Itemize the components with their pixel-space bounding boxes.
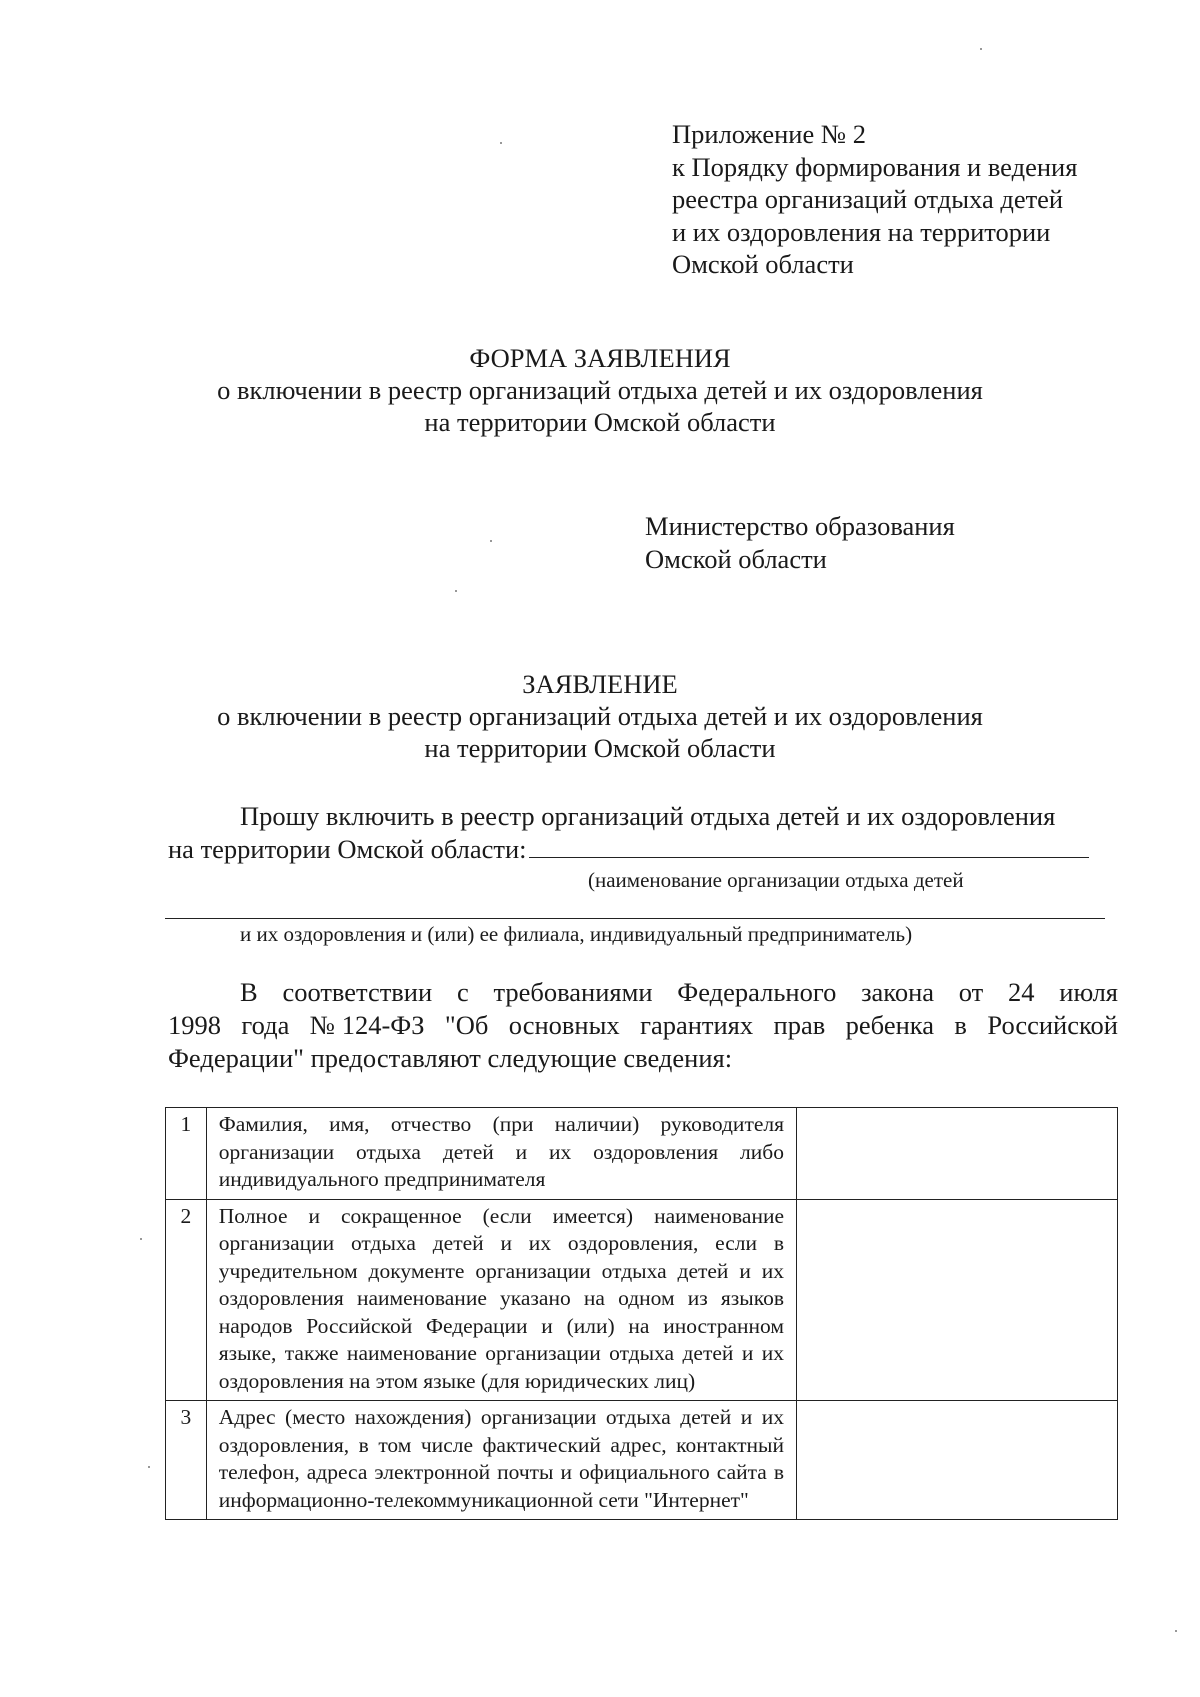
word: гарантиях xyxy=(640,1010,754,1040)
organization-name-blank[interactable] xyxy=(529,835,1089,858)
scan-speck xyxy=(455,590,457,592)
scan-speck xyxy=(1175,1630,1177,1632)
word: ребенка xyxy=(845,1010,934,1040)
form-title: ФОРМА ЗАЯВЛЕНИЯ xyxy=(469,343,731,373)
field-hint: и их оздоровления и (или) ее филиала, индивидуальный предприниматель) xyxy=(240,922,913,946)
word: В xyxy=(240,977,258,1007)
word: № 124-ФЗ xyxy=(309,1010,425,1040)
form-heading xyxy=(150,342,1050,438)
table-row xyxy=(166,1199,1118,1401)
appendix-header xyxy=(672,118,1077,281)
row-value-cell[interactable] xyxy=(797,1401,1118,1520)
word: от xyxy=(958,977,984,1007)
word: требованиями xyxy=(493,977,653,1007)
compliance-line xyxy=(168,1009,1118,1042)
row-number: 2 xyxy=(166,1199,207,1401)
compliance-line xyxy=(168,976,1118,1009)
request-paragraph xyxy=(168,800,1118,866)
appendix-line: к Порядку формирования и ведения xyxy=(672,151,1078,182)
scan-speck xyxy=(490,540,492,542)
statement-subtitle-line: о включении в реестр организаций отдыха детей и их оздоровления xyxy=(217,701,983,731)
table-row xyxy=(166,1108,1118,1200)
request-line-with-blank xyxy=(168,833,1118,866)
word: 1998 xyxy=(168,1010,221,1040)
appendix-line: и их оздоровления на территории xyxy=(672,216,1051,247)
table-row xyxy=(166,1401,1118,1520)
appendix-line: реестра организаций отдыха детей xyxy=(672,184,1064,214)
word: "Об xyxy=(444,1010,489,1040)
request-line: на территории Омской области: xyxy=(168,834,527,864)
word: основных xyxy=(508,1010,620,1040)
row-description: Полное и сокращенное (если имеется) наименование организации отдыха детей и их оздоровления, если в учредительном документе организации отдыха детей и их оздоровления наименование указано на одном из языков народов Российской Федерации и (или) на иностранном языке, также наименование организации отдыха детей и их оздоровления на этом языке (для юридических лиц) xyxy=(206,1199,796,1401)
row-description: Адрес (место нахождения) организации отдыха детей и их оздоровления, в том числе фактический адрес, контактный телефон, адреса электронной почты и официального сайта в информационно-телекоммуникационной сети "Интернет" xyxy=(206,1401,796,1520)
information-table xyxy=(165,1107,1118,1520)
word: Российской xyxy=(987,1010,1118,1040)
word: в xyxy=(954,1010,967,1040)
scan-speck xyxy=(148,1466,150,1468)
scan-speck xyxy=(500,142,502,144)
word: 24 xyxy=(1008,977,1035,1007)
row-number: 1 xyxy=(166,1108,207,1200)
word: соответствии xyxy=(282,977,433,1007)
word: закона xyxy=(861,977,935,1007)
appendix-line: Приложение № 2 xyxy=(672,119,867,149)
appendix-line: Омской области xyxy=(672,249,854,279)
row-value-cell[interactable] xyxy=(797,1108,1118,1200)
compliance-line: Федерации" предоставляют следующие сведения: xyxy=(168,1043,733,1073)
organization-name-blank-continued[interactable] xyxy=(165,918,1105,919)
word: Федерального xyxy=(677,977,837,1007)
row-description: Фамилия, имя, отчество (при наличии) руководителя организации отдыха детей и их оздоровления либо индивидуального предпринимателя xyxy=(206,1108,796,1200)
row-value-cell[interactable] xyxy=(797,1199,1118,1401)
addressee-line: Министерство образования xyxy=(645,511,955,541)
addressee xyxy=(645,510,955,575)
scan-speck xyxy=(980,48,982,50)
form-subtitle-line: о включении в реестр организаций отдыха детей и их оздоровления xyxy=(217,375,983,405)
statement-subtitle-line: на территории Омской области xyxy=(424,733,776,763)
form-subtitle-line: на территории Омской области xyxy=(424,407,776,437)
scan-speck xyxy=(140,1238,142,1240)
compliance-paragraph xyxy=(168,976,1118,1075)
word: июля xyxy=(1059,977,1118,1007)
request-line: Прошу включить в реестр организаций отдыха детей и их оздоровления xyxy=(240,801,1056,831)
statement-title: ЗАЯВЛЕНИЕ xyxy=(522,669,678,699)
word: года xyxy=(241,1010,290,1040)
statement-heading xyxy=(150,668,1050,764)
field-hint: (наименование организации отдыха детей xyxy=(588,868,964,892)
word: прав xyxy=(773,1010,826,1040)
addressee-line: Омской области xyxy=(645,543,827,574)
word: с xyxy=(456,977,469,1007)
row-number: 3 xyxy=(166,1401,207,1520)
